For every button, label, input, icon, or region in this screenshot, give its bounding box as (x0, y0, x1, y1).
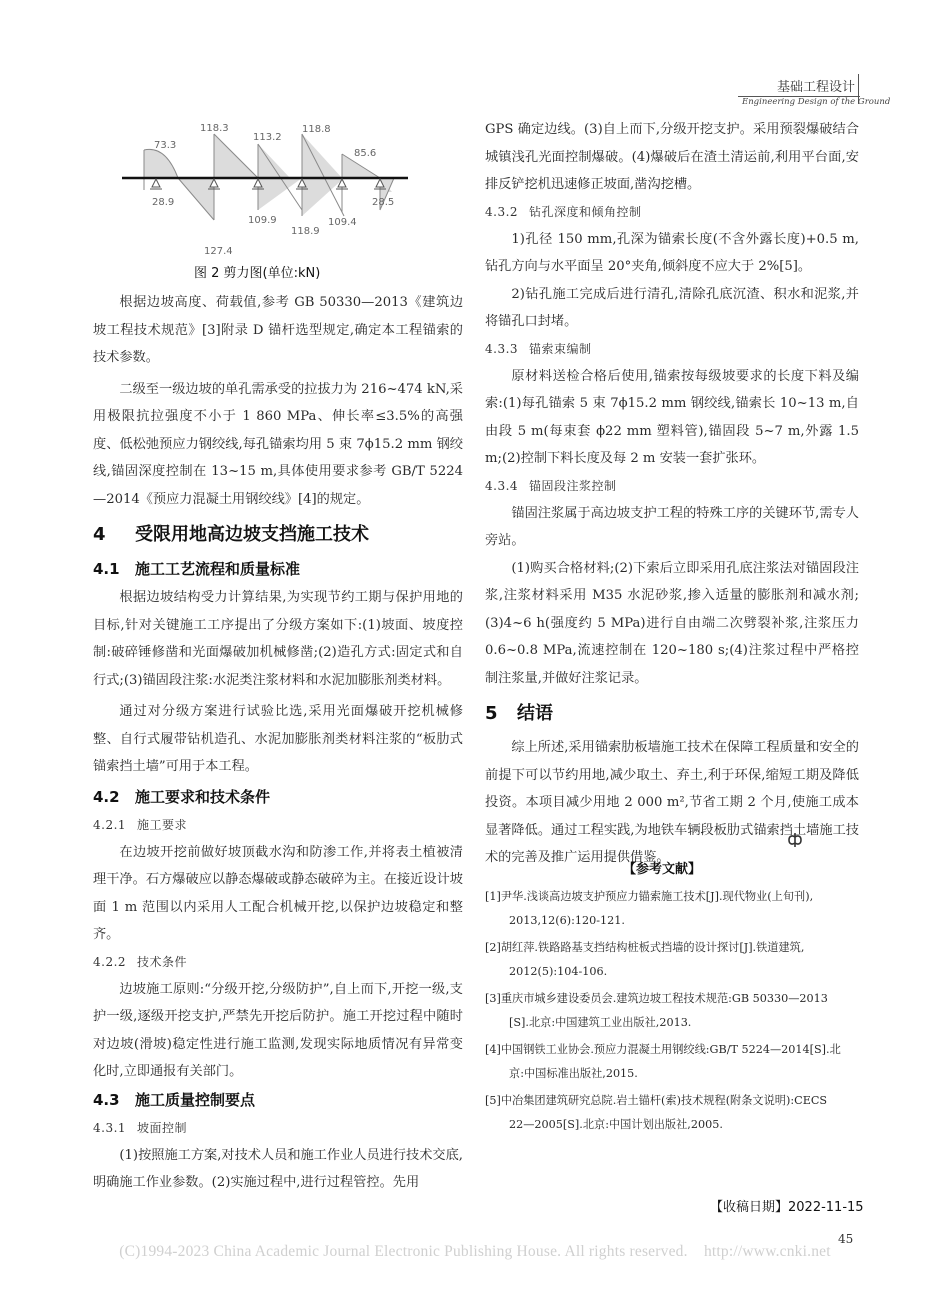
figure-caption: 图 2 剪力图(单位:kN) (194, 266, 321, 281)
reference-item (485, 1038, 861, 1085)
section-4-3-1-title: 坡面控制 (137, 1120, 188, 1135)
section-4-3-2-heading (485, 199, 859, 226)
lower-label-4: 118.9 (291, 226, 320, 237)
section-4-2-1-title: 施工要求 (137, 817, 188, 832)
lower-label-1: 28.9 (152, 197, 175, 208)
section-4-1-number: 4.1 (93, 560, 120, 578)
left-column (93, 289, 463, 1197)
shear-diagram (118, 112, 412, 260)
section-4-3-heading (93, 1086, 463, 1115)
lower-label-6: 28.5 (372, 197, 395, 208)
section-4-2-2-title: 技术条件 (137, 954, 188, 969)
reference-item (485, 936, 861, 983)
section-4-3-number: 4.3 (93, 1090, 120, 1109)
right-paragraph-4: 原材料送检合格后使用,锚索按每级坡要求的长度下料及编索:(1)每孔锚索 5 束 7ϕ15.2 mm 钢绞线,锚索长 10~13 m,自由段 5 m(每束套 ϕ22 mm 塑料管),锚固段 5~7 m,外露 1.5 m;(2)控制下料长度及每 2 m 安装一套扩张环。 (485, 368, 859, 466)
reference-1-head: [1]尹华.浅谈高边坡支护预应力锚索施工技术[J].现代物业(上旬刊), (485, 890, 814, 903)
copyright-footer: (C)1994-2023 China Academic Journal Electronic Publishing House. All rights reserved. http://www.cnki.net (119, 1243, 831, 1260)
page-number: 45 (838, 1232, 854, 1246)
section-4-3-3-title: 锚索束编制 (529, 341, 592, 356)
section-4-number: 4 (93, 524, 106, 545)
right-column (485, 116, 859, 872)
reference-item (485, 885, 861, 932)
section-4-title: 受限用地高边坡支挡施工技术 (135, 524, 369, 545)
reference-4-head: [4]中国钢铁工业协会.预应力混凝土用钢绞线:GB/T 5224—2014[S].北 (485, 1043, 841, 1056)
shear-area-6 (302, 134, 342, 178)
lower-label-5: 109.4 (328, 217, 357, 228)
lower-label-2: 127.4 (204, 246, 233, 257)
shear-area-4 (258, 178, 302, 210)
shear-diagram-svg (118, 112, 412, 260)
left-paragraph-4: 通过对分级方案进行试验比选,采用光面爆破开挖机械修整、自行式履带钻机造孔、水泥加膨胀剂类材料注浆的“板肋式锚索挡土墙”可用于本工程。 (93, 704, 463, 774)
reference-3-head: [3]重庆市城乡建设委员会.建筑边坡工程技术规范:GB 50330—2013 (485, 992, 828, 1005)
support-1 (152, 179, 160, 187)
section-5-title: 结语 (517, 703, 553, 724)
section-4-2-1-heading (93, 812, 463, 839)
references-title: 【参考文献】 (623, 862, 702, 877)
right-paragraph-2: 1)孔径 150 mm,孔深为锚索长度(不含外露长度)+0.5 m,钻孔方向与水平面呈 20°夹角,倾斜度不应大于 2%[5]。 (485, 231, 859, 274)
upper-label-1: 73.3 (154, 140, 177, 151)
reference-2-tail: 2012(5):104-106. (509, 964, 608, 978)
right-paragraph-3: 2)钻孔施工完成后进行清孔,清除孔底沉渣、积水和泥浆,并将锚孔口封堵。 (485, 286, 859, 329)
section-4-2-heading (93, 783, 463, 812)
upper-label-5: 85.6 (354, 148, 377, 159)
left-paragraph-6: 边坡施工原则:“分级开挖,分级防护”,自上而下,开挖一级,支护一级,逐级开挖支护,严禁先开挖后防护。施工开挖过程中随时对边坡(滑坡)稳定性进行施工监测,发现实际地质情况有异常变化时,立即通报有关部门。 (93, 981, 463, 1079)
right-paragraph-1: GPS 确定边线。(3)自上而下,分级开挖支护。采用预裂爆破结合城镇浅孔光面控制爆破。(4)爆破后在渣土清运前,利用平台面,安排反铲挖机迅速修正坡面,凿沟挖槽。 (485, 122, 859, 192)
upper-label-2: 118.3 (200, 123, 229, 134)
right-paragraph-7: 综上所述,采用锚索肋板墙施工技术在保障工程质量和安全的前提下可以节约用地,减少取土、弃土,利于环保,缩短工期及降低投资。本项目减少用地 2 000 m²,节省工期 2 个月,使施工成本显著降低。通过工程实践,为地铁车辆段板肋式锚索挡土墙施工技术的完善及推广运用提供借鉴。 (485, 740, 859, 865)
right-paragraph-5: 锚固注浆属于高边坡支护工程的特殊工序的关键环节,需专人旁站。 (485, 505, 859, 548)
section-4-2-1-number: 4.2.1 (93, 817, 127, 832)
reference-5-tail: 22—2005[S].北京:中国计划出版社,2005. (509, 1117, 723, 1131)
right-paragraph-6: (1)购买合格材料;(2)下索后立即采用孔底注浆法对锚固段注浆,注浆材料采用 M35 水泥砂浆,掺入适量的膨胀剂和减水剂;(3)4~6 h(强度约 5 MPa)进行自由端二次劈裂补浆,注浆压力 0.6~0.8 MPa,流速控制在 120~180 s;(4)注浆过程中严格控制注浆量,并做好注浆记录。 (485, 560, 859, 686)
section-4-3-3-number: 4.3.3 (485, 341, 519, 356)
section-4-3-4-title: 锚固段注浆控制 (529, 478, 617, 493)
end-mark-icon (786, 832, 804, 848)
upper-label-4: 118.8 (302, 124, 331, 135)
reference-4-tail: 京:中国标准出版社,2015. (509, 1066, 638, 1080)
reference-item (485, 987, 861, 1034)
section-4-3-2-title: 钻孔深度和倾角控制 (529, 204, 642, 219)
references-list (485, 885, 861, 1140)
section-4-2-number: 4.2 (93, 787, 120, 806)
section-5-number: 5 (485, 703, 498, 724)
left-paragraph-2: 二级至一级边坡的单孔需承受的拉拔力为 216~474 kN,采用极限抗拉强度不小于 1 860 MPa、伸长率≤3.5%的高强度、低松弛预应力钢绞线,每孔锚索均用 5 束 7ϕ15.2 mm 钢绞线,锚固深度控制在 13~15 m,具体使用要求参考 GB/T 5224—2014《预应力混凝土用钢绞线》[4]的规定。 (93, 381, 463, 507)
section-4-3-title: 施工质量控制要点 (135, 1090, 256, 1109)
left-paragraph-5: 在边坡开挖前做好坡顶截水沟和防渗工作,并将表土植被清理干净。石方爆破应以静态爆破或静态破碎为主。在接近设计坡面 1 m 范围以内采用人工配合机械开挖,以保护边坡稳定和整齐。 (93, 844, 463, 942)
section-4-1-title: 施工工艺流程和质量标准 (135, 560, 301, 578)
section-5-heading (485, 698, 859, 730)
section-4-3-3-heading (485, 336, 859, 363)
section-4-2-title: 施工要求和技术条件 (135, 787, 271, 806)
section-4-2-2-number: 4.2.2 (93, 954, 127, 969)
section-4-3-2-number: 4.3.2 (485, 204, 519, 219)
upper-label-3: 113.2 (253, 132, 282, 143)
left-paragraph-7: (1)按照施工方案,对技术人员和施工作业人员进行技术交底,明确施工作业参数。(2)实施过程中,进行过程管控。先用 (93, 1147, 463, 1190)
section-4-3-1-number: 4.3.1 (93, 1120, 127, 1135)
journal-title: 基础工程设计 (777, 80, 856, 95)
shear-area-7 (302, 178, 344, 216)
section-4-3-4-number: 4.3.4 (485, 478, 519, 493)
section-4-3-4-heading (485, 473, 859, 500)
reference-3-tail: [S].北京:中国建筑工业出版社,2013. (509, 1015, 692, 1029)
section-4-2-2-heading (93, 949, 463, 976)
section-4-heading (93, 519, 463, 551)
shear-area-1 (144, 149, 178, 178)
lower-label-3: 109.9 (248, 215, 277, 226)
left-paragraph-1: 根据边坡高度、荷载值,参考 GB 50330—2013《建筑边坡工程技术规范》[3]附录 D 锚杆选型规定,确定本工程锚索的技术参数。 (93, 295, 463, 365)
reference-item (485, 1089, 861, 1136)
journal-subtitle: Engineering Design of the Ground (742, 97, 891, 107)
reference-1-tail: 2013,12(6):120-121. (509, 913, 625, 927)
section-4-1-heading (93, 555, 463, 584)
left-paragraph-3: 根据边坡结构受力计算结果,为实现节约工期与保护用地的目标,针对关键施工工序提出了分级方案如下:(1)坡面、坡度控制:破碎锤修凿和光面爆破加机械修凿;(2)造孔方式:固定式和自行式;(3)锚固段注浆:水泥类注浆材料和水泥加膨胀剂类材料。 (93, 590, 463, 688)
reference-5-head: [5]中冶集团建筑研究总院.岩土锚杆(索)技术规程(附条文说明):CECS (485, 1094, 828, 1107)
received-date: 【收稿日期】2022-11-15 (710, 1200, 864, 1215)
reference-2-head: [2]胡红萍.铁路路基支挡结构桩板式挡墙的设计探讨[J].铁道建筑, (485, 941, 805, 954)
section-4-3-1-heading (93, 1115, 463, 1142)
shear-area-5 (258, 144, 290, 178)
